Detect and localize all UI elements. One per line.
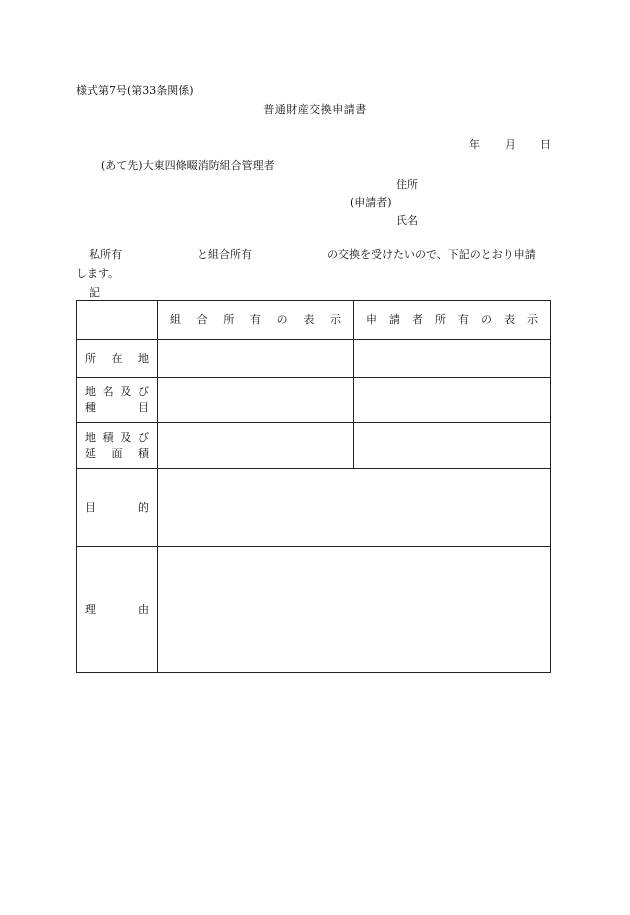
applicant-land-type-field[interactable]: [354, 378, 551, 423]
table-row: [77, 469, 551, 547]
reason-label: 理由: [85, 602, 149, 616]
union-land-type-field[interactable]: [158, 378, 354, 423]
table-row: [77, 378, 551, 423]
exchange-details-table: [76, 300, 551, 673]
corner-cell: [77, 301, 158, 340]
land-type-label-cell: [77, 378, 158, 423]
reason-field[interactable]: [158, 547, 551, 673]
form-number: 様式第7号(第33条関係): [76, 84, 194, 97]
union-property-header: 組合所有の表示: [158, 301, 354, 340]
body-text-union-property: と組合所有: [197, 248, 252, 261]
document-title: 普通財産交換申請書: [263, 103, 367, 116]
reason-label-cell: [77, 547, 158, 673]
purpose-field[interactable]: [158, 469, 551, 547]
land-type-label-line1: 地名及び: [85, 385, 149, 399]
body-text-request: の交換を受けたいので、下記のとおり申請: [327, 248, 536, 261]
addressee: (あて先)大東四條畷消防組合管理者: [101, 159, 275, 172]
land-type-label-line2: 種目: [85, 401, 149, 414]
table-header-row: [77, 301, 551, 340]
applicant-area-field[interactable]: [354, 423, 551, 469]
area-label-line2: 延面積: [85, 446, 149, 460]
purpose-label: 目的: [85, 500, 149, 514]
table-row: [77, 547, 551, 673]
location-label: 所在地: [85, 351, 149, 365]
applicant-name-label: 氏名: [396, 214, 418, 227]
area-label-cell: [77, 423, 158, 469]
purpose-label-cell: [77, 469, 158, 547]
date-month-label: 月: [505, 138, 516, 151]
union-area-field[interactable]: [158, 423, 354, 469]
applicant-role-label: (申請者): [350, 196, 392, 209]
union-location-field[interactable]: [158, 340, 354, 378]
applicant-location-field[interactable]: [354, 340, 551, 378]
applicant-property-header: 申請者所有の表示: [354, 301, 551, 340]
ki-label: 記: [89, 286, 100, 299]
table-row: [77, 423, 551, 469]
table-row: [77, 340, 551, 378]
date-year-label: 年: [469, 138, 480, 151]
applicant-address-label: 住所: [396, 178, 418, 191]
body-text-own-property: 私所有: [89, 248, 122, 261]
body-text-closing: します。: [76, 267, 120, 280]
date-day-label: 日: [540, 138, 551, 151]
area-label-line1: 地積及び: [85, 430, 149, 444]
location-label-cell: [77, 340, 158, 378]
